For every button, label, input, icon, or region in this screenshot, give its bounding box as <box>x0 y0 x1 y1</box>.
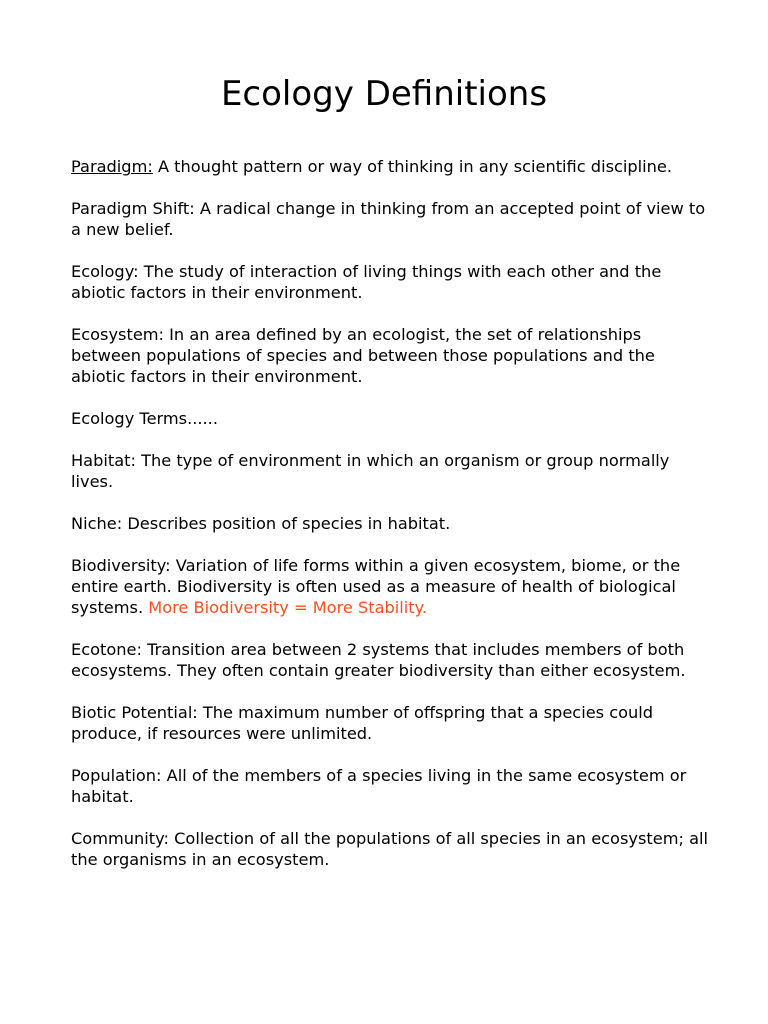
definition-biotic-potential <box>71 702 711 744</box>
definition-text: In an area defined by an ecologist, the set of relationships between populations of species and between those populations and the abiotic factors in their environment. <box>71 325 655 386</box>
term-population: Population: <box>71 766 162 785</box>
term-ecotone: Ecotone: <box>71 640 142 659</box>
definition-text: All of the members of a species living in the same ecosystem or habitat. <box>71 766 687 806</box>
term-biodiversity: Biodiversity: <box>71 556 171 575</box>
definitions-list <box>71 156 711 891</box>
term-paradigm: Paradigm: <box>71 157 153 176</box>
definition-paradigm-shift <box>71 198 711 240</box>
definition-biodiversity <box>71 555 711 618</box>
term-ecology: Ecology: <box>71 262 139 281</box>
definition-text: The study of interaction of living things with each other and the abiotic factors in their environment. <box>71 262 662 302</box>
definition-text: Describes position of species in habitat. <box>122 514 451 533</box>
definition-text: Variation of life forms within a given ecosystem, biome, or the entire earth. Biodiversity is often used as a measure of health of biological systems. <box>71 556 681 617</box>
section-heading-text: Ecology Terms...... <box>71 409 218 428</box>
term-niche: Niche: <box>71 514 123 533</box>
definition-ecosystem <box>71 324 711 387</box>
definition-text: Transition area between 2 systems that includes members of both ecosystems. They often contain greater biodiversity than either ecosystem. <box>71 640 686 680</box>
definition-niche <box>71 513 711 534</box>
definition-population <box>71 765 711 807</box>
page-title: Ecology Definitions <box>220 74 548 114</box>
definition-text: The type of environment in which an organism or group normally lives. <box>71 451 670 491</box>
definition-text: A thought pattern or way of thinking in any scientific discipline. <box>152 157 673 176</box>
term-community: Community: <box>71 829 169 848</box>
definition-habitat <box>71 450 711 492</box>
definition-community <box>71 828 711 870</box>
definition-ecology <box>71 261 711 303</box>
definition-text: A radical change in thinking from an accepted point of view to a new belief. <box>71 199 706 239</box>
definition-text: Collection of all the populations of all species in an ecosystem; all the organisms in an ecosystem. <box>71 829 709 869</box>
section-heading-ecology-terms <box>71 408 711 429</box>
definition-paradigm <box>71 156 711 177</box>
term-habitat: Habitat: <box>71 451 136 470</box>
highlight-text: More Biodiversity = More Stability. <box>143 598 428 617</box>
term-paradigm-shift: Paradigm Shift: <box>71 199 195 218</box>
definition-text: The maximum number of offspring that a species could produce, if resources were unlimited. <box>71 703 654 743</box>
definition-ecotone <box>71 639 711 681</box>
term-ecosystem: Ecosystem: <box>71 325 165 344</box>
term-biotic-potential: Biotic Potential: <box>71 703 198 722</box>
